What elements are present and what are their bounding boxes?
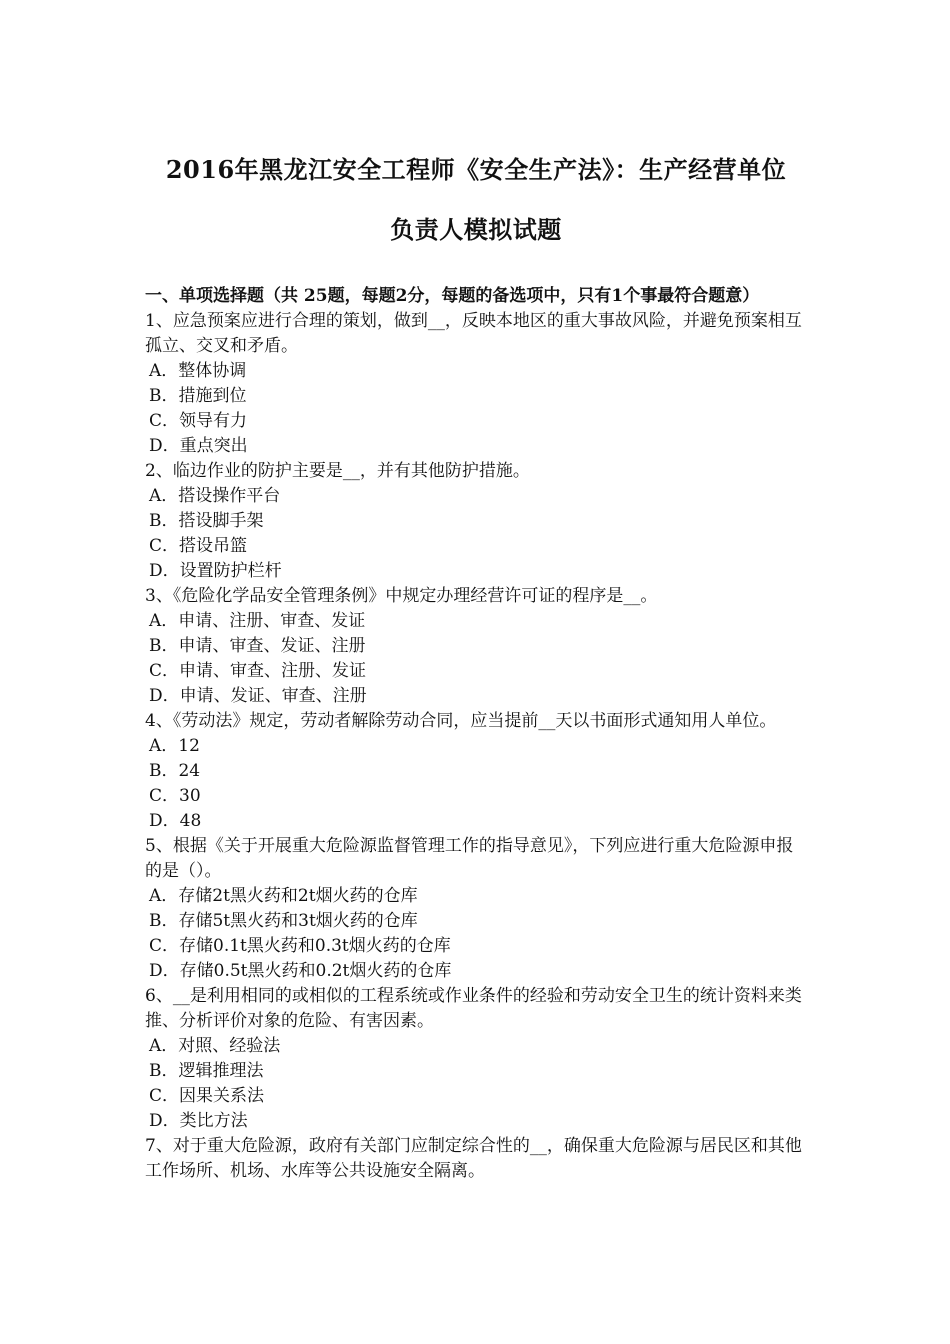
answer-option: D．类比方法	[149, 1111, 248, 1131]
answer-option: A．整体协调	[149, 361, 247, 381]
answer-option: D．存储0.5t黑火药和0.2t烟火药的仓库	[149, 961, 452, 981]
answer-option: D．重点突出	[149, 436, 248, 456]
answer-option: D．48	[149, 811, 202, 831]
answer-option: C．存储0.1t黑火药和0.3t烟火药的仓库	[149, 936, 451, 956]
question-list	[145, 309, 807, 1184]
answer-option: B．存储5t黑火药和3t烟火药的仓库	[149, 911, 418, 931]
question-stem: 1、应急预案应进行合理的策划，做到__，反映本地区的重大事故风险，并避免预案相互孤立、交叉和矛盾。	[145, 311, 802, 356]
answer-option: A．搭设操作平台	[149, 486, 281, 506]
answer-option: C．30	[149, 786, 201, 806]
answer-option: D．申请、发证、审查、注册	[149, 686, 367, 706]
answer-option: B．24	[149, 761, 201, 781]
question-item	[145, 834, 807, 984]
question-item	[145, 309, 807, 459]
question-stem: 4、《劳动法》规定，劳动者解除劳动合同，应当提前__天以书面形式通知用人单位。	[145, 711, 777, 731]
answer-option: A．存储2t黑火药和2t烟火药的仓库	[149, 886, 418, 906]
question-stem: 5、根据《关于开展重大危险源监督管理工作的指导意见》，下列应进行重大危险源申报的是（）。	[145, 836, 794, 881]
document-title-line-1: 2016年黑龙江安全工程师《安全生产法》：生产经营单位	[165, 155, 787, 184]
answer-option: D．设置防护栏杆	[149, 561, 282, 581]
question-stem: 2、临边作业的防护主要是__，并有其他防护措施。	[145, 461, 530, 481]
question-item	[145, 584, 807, 709]
question-item	[145, 459, 807, 584]
answer-option: B．措施到位	[149, 386, 247, 406]
document-page	[145, 140, 807, 1184]
answer-option: B．申请、审查、发证、注册	[149, 636, 366, 656]
question-stem: 3、《危险化学品安全管理条例》中规定办理经营许可证的程序是__。	[145, 586, 658, 606]
question-item	[145, 709, 807, 834]
document-title-line-2: 负责人模拟试题	[390, 215, 562, 244]
question-stem: 7、对于重大危险源，政府有关部门应制定综合性的__，确保重大危险源与居民区和其他工作场所、机场、水库等公共设施安全隔离。	[145, 1136, 802, 1181]
answer-option: C．申请、审查、注册、发证	[149, 661, 367, 681]
answer-option: C．搭设吊篮	[149, 536, 248, 556]
question-item	[145, 984, 807, 1134]
question-stem: 6、__是利用相同的或相似的工程系统或作业条件的经验和劳动安全卫生的统计资料来类推、分析评价对象的危险、有害因素。	[145, 986, 802, 1031]
section-heading: 一、单项选择题（共 25题，每题2分，每题的备选项中，只有1个事最符合题意）	[145, 286, 760, 306]
answer-option: C．因果关系法	[149, 1086, 265, 1106]
answer-option: A．12	[149, 736, 200, 756]
answer-option: A．对照、经验法	[149, 1036, 281, 1056]
answer-option: B．搭设脚手架	[149, 511, 264, 531]
answer-option: A．申请、注册、审查、发证	[149, 611, 366, 631]
question-item	[145, 1134, 807, 1184]
answer-option: C．领导有力	[149, 411, 248, 431]
answer-option: B．逻辑推理法	[149, 1061, 264, 1081]
